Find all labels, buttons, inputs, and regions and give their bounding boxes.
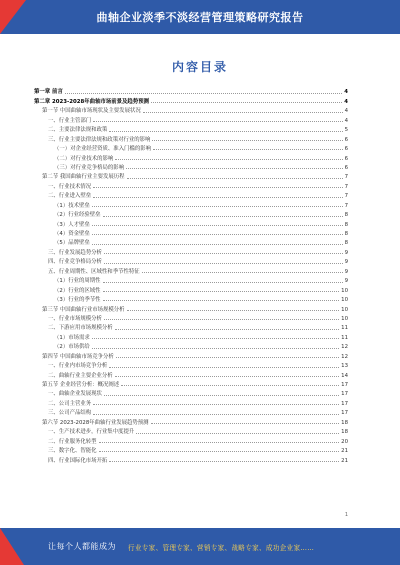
- footer-accent-corner: [0, 528, 24, 565]
- toc-leader-dots: [99, 451, 340, 452]
- toc-entry-title: 三、数字化、智能化: [48, 448, 97, 455]
- toc-entry-title: （2）行业的区域性: [54, 287, 101, 294]
- toc-leader-dots: [136, 433, 339, 434]
- toc-leader-dots: [115, 376, 339, 377]
- toc-entry[interactable]: [34, 228, 348, 237]
- toc-leader-dots: [92, 338, 339, 339]
- toc-entry-title: 二、主要法律法规和政策: [48, 127, 108, 134]
- toc-entry-title: 四、行业国际化市场开拓: [48, 457, 108, 464]
- toc-leader-dots: [92, 225, 343, 226]
- toc-entry-title: （5）品牌壁垒: [54, 240, 90, 247]
- toc-entry-page: 18: [341, 419, 348, 426]
- toc-entry-title: 二、行业进入壁垒: [48, 193, 92, 200]
- toc-entry-title: （一）对企业经营资质、准入门槛的影响: [54, 146, 152, 153]
- toc-entry-page: 4: [344, 89, 348, 96]
- toc-entry-title: 第二节 我国曲轴行业主要发展历程: [42, 174, 125, 181]
- toc-entry-title: （3）人才壁垒: [54, 221, 90, 228]
- toc-entry-page: 17: [341, 382, 348, 388]
- toc-leader-dots: [99, 442, 340, 443]
- toc-leader-dots: [93, 187, 342, 188]
- toc-entry[interactable]: [34, 275, 348, 284]
- toc-heading: 内容目录: [171, 60, 228, 74]
- toc-leader-dots: [142, 272, 343, 273]
- toc-entry-title: （三）对行业竞争格局的影响: [54, 164, 125, 171]
- toc-entry[interactable]: [34, 303, 348, 312]
- toc-entry-page: 10: [341, 315, 348, 322]
- toc-leader-dots: [109, 131, 342, 132]
- toc-entry-page: 9: [344, 259, 348, 266]
- toc-entry-page: 5: [344, 127, 348, 134]
- toc-entry-page: 17: [341, 410, 348, 417]
- toc-entry-page: 7: [344, 174, 348, 181]
- toc-entry[interactable]: [34, 416, 348, 425]
- toc-leader-dots: [92, 348, 339, 349]
- toc-entry[interactable]: [34, 133, 348, 142]
- footer-slogan-right: 行业专家、管理专家、营销专家、战略专家、成功企业家……: [128, 544, 315, 552]
- toc-entry[interactable]: [34, 331, 348, 340]
- toc-entry-title: 第三节 中国曲轴行业市场规模分析: [42, 306, 125, 313]
- toc-leader-dots: [93, 121, 342, 122]
- toc-entry-title: 一、行业市场规模分析: [48, 315, 102, 322]
- toc-entry-page: 17: [341, 391, 348, 398]
- toc-entry-page: 9: [344, 268, 348, 275]
- toc-entry-page: 20: [341, 438, 348, 445]
- toc-entry[interactable]: [34, 379, 348, 388]
- toc-leader-dots: [104, 263, 343, 264]
- toc-leader-dots: [92, 206, 343, 207]
- toc-entry-title: 一、生产技术进步，行业集中度提升: [48, 429, 135, 436]
- toc-entry-title: （二）对行业技术的影响: [54, 155, 114, 162]
- toc-entry-title: 一、行业内市场竞争分析: [48, 363, 108, 370]
- toc-entry-title: 二、曲轴行业主要企业分析: [48, 372, 113, 379]
- page-number: 1: [344, 512, 348, 518]
- toc-leader-dots: [104, 319, 339, 320]
- report-title: 曲轴企业淡季不淡经营管理策略研究报告: [96, 11, 304, 24]
- toc-entry[interactable]: [34, 114, 348, 123]
- toc-entry-title: 第四节 中国曲轴市场竞争分析: [42, 353, 114, 360]
- toc-leader-dots: [121, 385, 339, 386]
- toc-entry-page: 6: [344, 155, 348, 162]
- toc-leader-dots: [92, 234, 343, 235]
- toc-entry[interactable]: [34, 256, 348, 265]
- toc-entry-page: 6: [344, 136, 348, 143]
- toc-leader-dots: [127, 310, 340, 311]
- toc-entry-page: 7: [344, 193, 348, 200]
- toc-entry[interactable]: [34, 322, 348, 331]
- toc-leader-dots: [151, 102, 342, 103]
- toc-entry-title: （2）行业经验壁垒: [54, 212, 101, 219]
- toc-entry-page: 7: [344, 202, 348, 209]
- toc-entry[interactable]: [34, 199, 348, 208]
- toc-leader-dots: [103, 300, 340, 301]
- toc-leader-dots: [127, 178, 343, 179]
- toc-entry-title: （1）行业的周期性: [54, 278, 101, 285]
- toc-entry-title: （1）技术壁垒: [54, 202, 90, 209]
- toc-entry-page: 8: [344, 221, 348, 228]
- toc-entry[interactable]: [34, 350, 348, 359]
- toc-entry-page: 6: [344, 146, 348, 153]
- toc-entry-title: 五、行业周期性、区域性和季节性特征: [48, 268, 140, 275]
- toc-entry[interactable]: [34, 171, 348, 180]
- toc-entry-title: 三、公司产品结构: [48, 410, 92, 417]
- toc-entry-title: 四、行业竞争格局分析: [48, 259, 102, 266]
- bottom-banner: [0, 528, 400, 565]
- toc-entry-page: 4: [344, 108, 348, 115]
- toc-leader-dots: [115, 159, 342, 160]
- toc-entry[interactable]: [34, 445, 348, 454]
- toc-entry-title: 三、行业发展趋势分析: [48, 249, 102, 256]
- toc-entry[interactable]: [34, 360, 348, 369]
- toc-entry[interactable]: [34, 180, 348, 189]
- toc-entry-page: 11: [341, 334, 348, 341]
- toc-entry[interactable]: [34, 369, 348, 378]
- toc-entry-page: 4: [344, 117, 348, 124]
- toc-entry[interactable]: [34, 313, 348, 322]
- toc-entry-page: 7: [344, 183, 348, 190]
- toc-entry-title: 第五节 企业经营分析：概况阐述: [42, 382, 120, 388]
- toc-entry-page: 8: [344, 231, 348, 237]
- toc-entry-page: 8: [344, 212, 348, 219]
- toc-leader-dots: [104, 395, 339, 396]
- toc-entry[interactable]: [34, 190, 348, 199]
- toc-entry-title: 一、行业技术情况: [48, 183, 92, 190]
- toc-leader-dots: [109, 367, 339, 368]
- toc-entry-title: 二、公司主营业务: [48, 400, 92, 407]
- toc-entry[interactable]: [34, 426, 348, 435]
- toc-leader-dots: [152, 140, 342, 141]
- toc-entry-title: （1）市场需求: [54, 334, 90, 341]
- toc-entry[interactable]: [34, 397, 348, 406]
- toc-entry-page: 21: [341, 457, 348, 464]
- toc-entry-page: 11: [341, 325, 348, 332]
- toc-entry[interactable]: [34, 294, 348, 303]
- toc-entry-title: 一、曲轴企业发展现状: [48, 391, 102, 398]
- top-banner: [0, 0, 400, 34]
- toc-entry-page: 12: [341, 353, 348, 360]
- toc-leader-dots: [143, 112, 343, 113]
- toc-entry[interactable]: [34, 388, 348, 397]
- toc-entry[interactable]: [34, 454, 348, 463]
- toc-entry-title: 二、行业服务化转型: [48, 438, 97, 445]
- toc-entry-page: 10: [341, 306, 348, 313]
- toc-entry[interactable]: [34, 407, 348, 416]
- toc-leader-dots: [151, 423, 340, 424]
- toc-leader-dots: [103, 282, 343, 283]
- toc-entry-page: 9: [344, 278, 348, 285]
- toc-leader-dots: [104, 253, 343, 254]
- toc-entry[interactable]: [34, 152, 348, 161]
- toc-entry-page: 17: [341, 400, 348, 407]
- toc-entry[interactable]: [34, 124, 348, 133]
- toc-entry[interactable]: [34, 143, 348, 152]
- toc-leader-dots: [103, 216, 343, 217]
- toc-entry-page: 6: [344, 164, 348, 171]
- toc-entry-page: 4: [344, 98, 348, 105]
- toc-entry-page: 8: [344, 240, 348, 247]
- footer-slogan-left: 让每个人都能成为: [48, 542, 116, 551]
- toc-entry-page: 12: [341, 344, 348, 351]
- toc-entry-title: 一、行业主管部门: [48, 117, 92, 124]
- toc-entry-page: 14: [341, 372, 348, 379]
- toc-entry-title: （4）资金壁垒: [54, 231, 90, 237]
- toc-entry-page: 18: [341, 429, 348, 436]
- toc-entry[interactable]: [34, 86, 348, 95]
- toc-entry-title: 第一节 中国曲轴市场现状及主要发展状况: [42, 108, 141, 115]
- toc-entry-title: （2）市场供给: [54, 344, 90, 351]
- toc-entry-page: 13: [341, 363, 348, 370]
- toc-entry[interactable]: [34, 95, 348, 104]
- toc-entry[interactable]: [34, 246, 348, 255]
- toc-entry-page: 9: [344, 249, 348, 256]
- toc-entry[interactable]: [34, 105, 348, 114]
- toc-entry[interactable]: [34, 218, 348, 227]
- toc-leader-dots: [93, 404, 339, 405]
- toc-entry-title: 第一章 前言: [34, 89, 63, 96]
- toc-entry-page: 10: [341, 287, 348, 294]
- toc-leader-dots: [115, 329, 339, 330]
- table-of-contents: [34, 86, 348, 464]
- toc-leader-dots: [65, 93, 342, 94]
- toc-entry[interactable]: [34, 341, 348, 350]
- toc-entry[interactable]: [34, 162, 348, 171]
- toc-entry[interactable]: [34, 284, 348, 293]
- toc-entry-title: 三、行业主要法律法规和政策对行业的影响: [48, 136, 151, 143]
- toc-entry-title: 第六节 2023-2028年曲轴行业发展趋势预测: [42, 419, 149, 426]
- toc-entry-title: 第二章 2023-2028年曲轴市场前景及趋势预测: [34, 98, 149, 105]
- toc-leader-dots: [92, 244, 343, 245]
- toc-leader-dots: [126, 168, 342, 169]
- toc-entry[interactable]: [34, 265, 348, 274]
- toc-entry[interactable]: [34, 237, 348, 246]
- toc-leader-dots: [109, 461, 339, 462]
- toc-leader-dots: [116, 357, 339, 358]
- toc-leader-dots: [103, 291, 340, 292]
- toc-entry-title: （3）行业的季节性: [54, 297, 101, 304]
- toc-entry[interactable]: [34, 209, 348, 218]
- toc-entry-title: 二、下游应用市场规模分析: [48, 325, 113, 332]
- toc-entry-page: 10: [341, 297, 348, 304]
- toc-leader-dots: [93, 197, 342, 198]
- toc-entry[interactable]: [34, 435, 348, 444]
- toc-entry-page: 21: [341, 448, 348, 455]
- toc-leader-dots: [153, 149, 343, 150]
- toc-leader-dots: [93, 414, 339, 415]
